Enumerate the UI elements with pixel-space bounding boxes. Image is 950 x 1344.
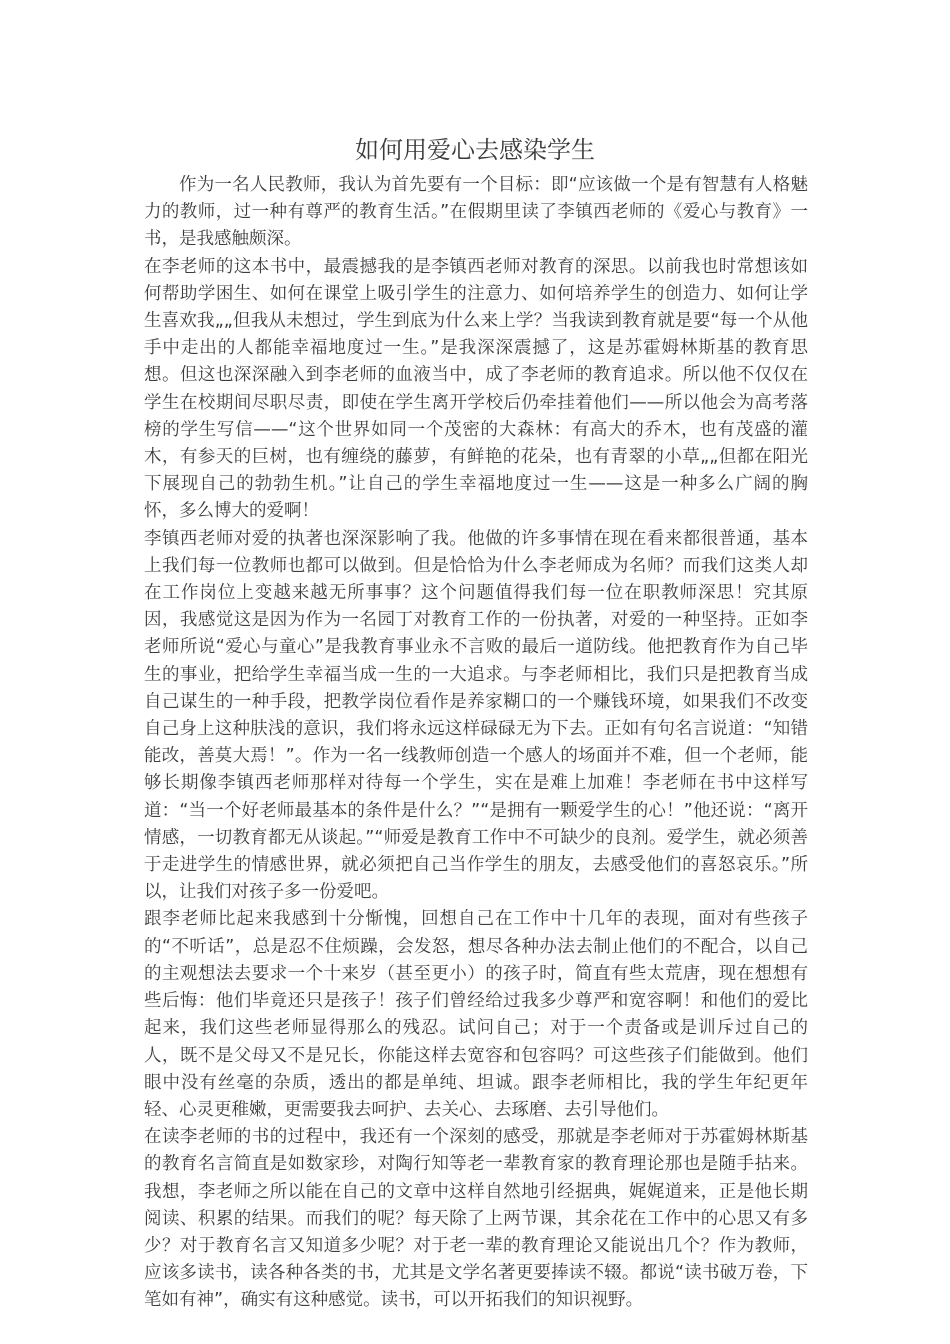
paragraph-1: 作为一名人民教师，我认为首先要有一个目标：即“应该做一个是有智慧有人格魅力的教师，过一种有尊严的教育生活。”在假期里读了李镇西老师的《爱心与教育》一书，是我感触颇深。 xyxy=(144,175,808,250)
paragraph-5: 在读李老师的书的过程中，我还有一个深刻的感受，那就是李老师对于苏霍姆林斯基的教育名言简直是如数家珍，对陶行知等老一辈教育家的教育理论那也是随手拈来。我想，李老师之所以能在自己的文章中这样自然地引经据典，娓娓道来，正是他长期阅读、积累的结果。而我们的呢？每天除了上两节课，其余花在工作中的心思又有多少？对于教育名言又知道多少呢？对于老一辈的教育理论又能说出几个？作为教师，应该多读书，读各种各类的书，尤其是文学名著更要捧读不辍。都说“读书破万卷，下笔如有神”，确实有这种感觉。读书，可以开拓我们的知识视野。 xyxy=(144,1127,808,1311)
page-title: 如何用爱心去感染学生 xyxy=(355,136,595,164)
paragraph-2: 在李老师的这本书中，最震撼我的是李镇西老师对教育的深思。以前我也时常想该如何帮助学困生、如何在课堂上吸引学生的注意力、如何培养学生的创造力、如何让学生喜欢我„„但我从未想过，学生到底为什么来上学？当我读到教育就是要“每一个从他手中走出的人都能幸福地度过一生。”是我深深震撼了，这是苏霍姆林斯基的教育思想。但这也深深融入到李老师的血液当中，成了李老师的教育追求。所以他不仅仅在学生在校期间尽职尽责，即使在学生离开学校后仍牵挂着他们——所以他会为高考落榜的学生写信——“这个世界如同一个茂密的大森林：有高大的乔木，也有茂盛的灌木，有参天的巨树，也有缠绕的藤萝，有鲜艳的花朵，也有青翠的小草„„但都在阳光下展现自己的勃勃生机。”让自己的学生幸福地度过一生——这是一种多么广阔的胸怀，多么博大的爱啊！ xyxy=(144,256,808,522)
paragraph-3: 李镇西老师对爱的执著也深深影响了我。他做的许多事情在现在看来都很普通，基本上我们每一位教师也都可以做到。但是恰恰为什么李老师成为名师？而我们这类人却在工作岗位上变越来越无所事事？这个问题值得我们每一位在职教师深思！究其原因，我感觉这是因为作为一名园丁对教育工作的一份执著，对爱的一种坚持。正如李老师所说“爱心与童心”是我教育事业永不言败的最后一道防线。他把教育作为自己毕生的事业，把给学生幸福当成一生的一大追求。与李老师相比，我们只是把教育当成自己谋生的一种手段，把教学岗位看作是养家糊口的一个赚钱环境，如果我们不改变自己身上这种肤浅的意识，我们将永远这样碌碌无为下去。正如有句名言说道：“知错能改，善莫大焉！”。作为一名一线教师创造一个感人的场面并不难，但一个老师，能够长期像李镇西老师那样对待每一个学生，实在是难上加难！李老师在书中这样写道：“当一个好老师最基本的条件是什么？”“是拥有一颗爱学生的心！”他还说：“离开情感，一切教育都无从谈起。”“师爱是教育工作中不可缺少的良剂。爱学生，就必须善于走进学生的情感世界，就必须把自己当作学生的朋友，去感受他们的喜怒哀乐。”所以，让我们对孩子多一份爱吧。 xyxy=(144,528,808,903)
document-body xyxy=(144,172,808,1315)
paragraph-4: 跟李老师比起来我感到十分惭愧，回想自己在工作中十几年的表现，面对有些孩子的“不听话”，总是忍不住烦躁，会发怒，想尽各种办法去制止他们的不配合，以自己的主观想法去要求一个十来岁（甚至更小）的孩子时，简直有些太荒唐，现在想想有些后悔：他们毕竟还只是孩子！孩子们曾经给过我多少尊严和宽容啊！和他们的爱比起来，我们这些老师显得那么的残忍。试问自己；对于一个责备或是训斥过自己的人，既不是父母又不是兄长，你能这样去宽容和包容吗？可这些孩子们能做到。他们眼中没有丝毫的杂质，透出的都是单纯、坦诚。跟李老师相比，我的学生年纪更年轻、心灵更稚嫩，更需要我去呵护、去关心、去琢磨、去引导他们。 xyxy=(144,909,808,1120)
